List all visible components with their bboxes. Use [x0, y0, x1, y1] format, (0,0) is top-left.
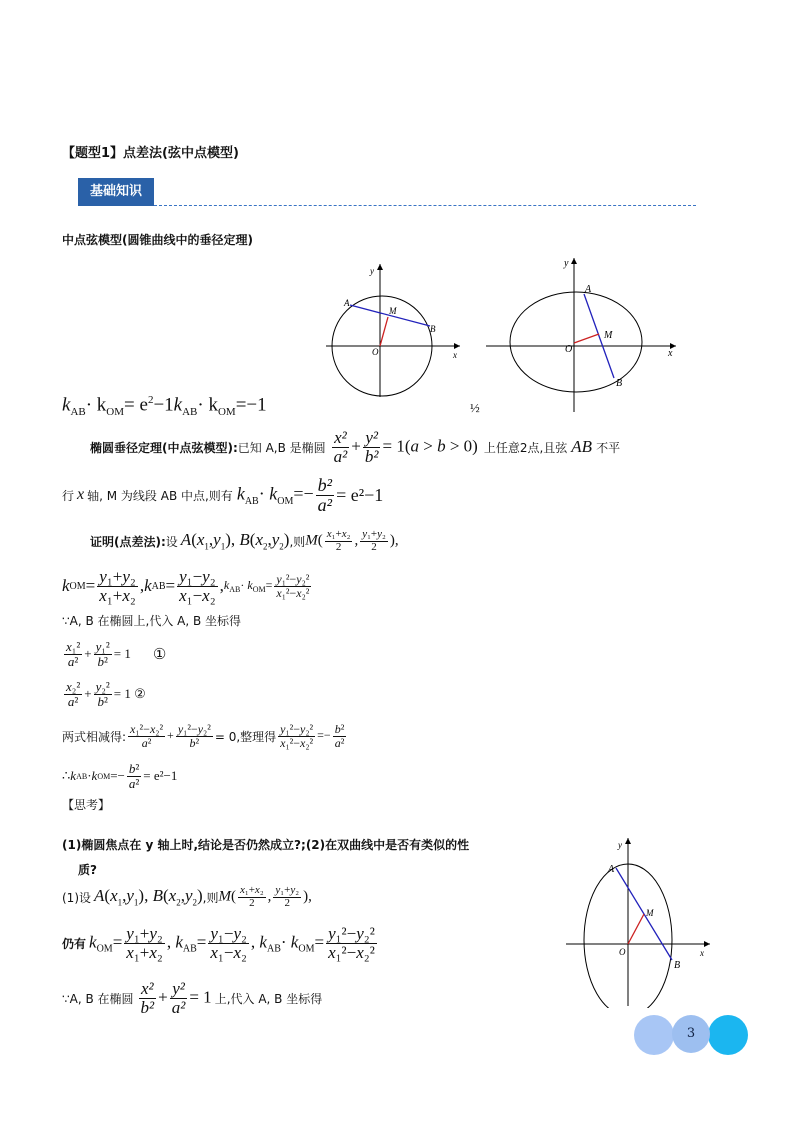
ellipse-equation: $\frac{\text{x²}}{\text{a²}}$ + $\frac{\text{y²}}{\text{b²}}$ = 1(a > b > 0) [333, 427, 478, 466]
because-line-2: ∵A, B 在椭圆 $\frac{\text{x²}}{\text{b²}}$ + $\frac{\text{y²}}{\text{a²}}$ = 1 上,代入 A, B 坐标得 [62, 978, 323, 1017]
label-b: B [430, 324, 436, 334]
decor-circle-left [634, 1015, 674, 1055]
decor-circle-right [708, 1015, 748, 1055]
therefore-line: ∴ k AB · k OM =− $\frac{\text{b²}}{\text{a²}}$ = e²−1 [62, 760, 178, 791]
label-m: M [604, 330, 613, 341]
because-2b: 上,代入 A, B 坐标得 [214, 991, 323, 1006]
subtract-result: = 0,整理得 [214, 729, 277, 744]
segment-om [380, 317, 388, 346]
label-y: y [564, 258, 569, 269]
think-label: 【思考】 [62, 798, 111, 812]
subtract-line: 两式相减得: $\frac{\text{x₁²−x₂²}}{\text{a²}}$ + $\frac{\text{y₁²−y₂²}}{\text{b²}}$ = 0,整理得 $\frac{\text{y₁²−y₂²}}{\text{x₁²−x₂²}}$ =− $\frac{\text{b²}}{\text{a²}}$ [62, 721, 345, 750]
segment-om [628, 914, 644, 944]
think-answer-1b: ,则 [202, 890, 219, 905]
formula-line: $k_{AB}\cdot k_{OM}= e^2-1k_{AB}\cdot k_{OM}=-1$ [62, 394, 267, 419]
because-2: ∵A, B 在椭圆 [62, 991, 134, 1006]
theorem-line-1 [90, 425, 620, 469]
label-o: O [565, 344, 573, 355]
label-o: O [619, 947, 626, 957]
because-line-1: ∵A, B 在椭圆上,代入 A, B 坐标得 [62, 614, 242, 628]
label-m: M [646, 908, 654, 918]
theorem-ab: AB [571, 437, 593, 456]
label-x: x [453, 350, 457, 360]
proof-label: 证明(点差法): [90, 534, 166, 549]
theorem-text-1: 已知 A,B 是椭圆 [237, 440, 326, 455]
proof-line-1 [90, 524, 399, 558]
proof-text-2: ,则 [289, 534, 306, 549]
slopes-line: k OM = $\frac{\text{y₁+y₂}}{\text{x₁+x₂}}$ , k AB = $\frac{\text{y₁−y₂}}{\text{x₁−x₂}}$ , $k_{AB}\cdot k_{OM}=$ $\frac{\text{y₁²−y₂²}}{\text{x₁²−x₂²}}$ [62, 566, 310, 605]
still-label: 仍有 [62, 936, 87, 951]
theorem-label: 椭圆垂径定理(中点弦模型): [90, 440, 238, 455]
label-x: x [700, 948, 704, 958]
think-question-2: 质? [78, 863, 97, 877]
think-answer-1: (1)设 [62, 890, 91, 905]
equation-2-tail: = 1 ② [113, 686, 146, 701]
equation-1-tail: = 1 [113, 646, 131, 661]
theorem-text-2: 上任意2点,且弦 [483, 440, 568, 455]
section-tag: 基础知识 [78, 178, 154, 206]
label-a: A [344, 298, 350, 308]
label-y: y [618, 840, 622, 850]
proof-text-1: 设 [165, 534, 178, 549]
label-o: O [372, 347, 379, 357]
midpoint-m: M( $\frac{\text{x₁+x₂}}{2}$ , $\frac{\text{y₁+y₂}}{2}$ ), [305, 527, 399, 553]
theorem-relation: $k_{AB}\cdot k_{OM}=-$ $\frac{\text{b²}}{\text{a²}}$ [236, 474, 333, 515]
points-ab: $A(x_1,y_1)$, $B(x_2,y_2)$ [180, 530, 290, 552]
result-tail: = e²−1 [143, 768, 178, 783]
think-slopes-line: 仍有 $k_{OM}=$ $\frac{\text{y₁+y₂}}{\text{x₁+x₂}}$ , $k_{AB}=$ $\frac{\text{y₁−y₂}}{\text{x₁−x₂}}$ , $k_{AB}\cdot k_{OM}=$ $\frac{\text{y₁²−y₂²}}{\text{x₁²−x₂²}}$ [62, 923, 375, 962]
label-b: B [616, 378, 623, 389]
theorem-text-5: 轴, M 为线段 AB 中点,则有 [87, 488, 233, 503]
half-mark: ½ [470, 400, 480, 415]
label-b: B [674, 960, 681, 971]
label-y: y [370, 266, 374, 276]
theorem-line-2 [62, 472, 383, 518]
theorem-text-3: 不平 [596, 440, 621, 455]
page-number: 3 [672, 1015, 710, 1053]
think-question: (1)椭圆焦点在 y 轴上时,结论是否仍然成立?;(2)在双曲线中是否有类似的性 [62, 838, 470, 852]
theorem-text-4: 行 [62, 488, 75, 503]
equation-2: $\frac{\text{x₂²}}{\text{a²}}$ + $\frac{\text{y₂²}}{\text{b²}}$ = 1 ② [66, 678, 146, 709]
think-answer-line-1: (1)设 $A(x_1,y_1)$, $B(x_2,y_2)$ ,则 M( $\frac{\text{x₁+x₂}}{2}$ , $\frac{\text{y₁+y₂}}{2}$ ), [62, 883, 312, 909]
page-title: 【题型1】点差法(弦中点模型) [62, 146, 239, 161]
label-m: M [389, 306, 397, 316]
subheading: 中点弦模型(圆锥曲线中的垂径定理) [62, 233, 253, 247]
subtract-label: 两式相减得: [62, 729, 127, 744]
equation-1: $\frac{\text{x₁²}}{\text{a²}}$ + $\frac{\text{y₁²}}{\text{b²}}$ = 1 ① [66, 638, 167, 669]
label-a: A [585, 284, 592, 295]
theorem-relation-tail: = e²−1 [336, 484, 384, 505]
circled-one: ① [152, 646, 167, 663]
theorem-xaxis: x [77, 486, 85, 503]
segment-om [574, 334, 599, 343]
dashed-divider [154, 205, 696, 206]
label-x: x [668, 348, 673, 359]
vertical-ellipse-figure [566, 836, 712, 1008]
label-a: A [608, 864, 615, 875]
ellipse-chord-figure [486, 254, 682, 414]
therefore-symbol: ∴ [62, 768, 71, 783]
circle-chord-figure [326, 262, 462, 398]
